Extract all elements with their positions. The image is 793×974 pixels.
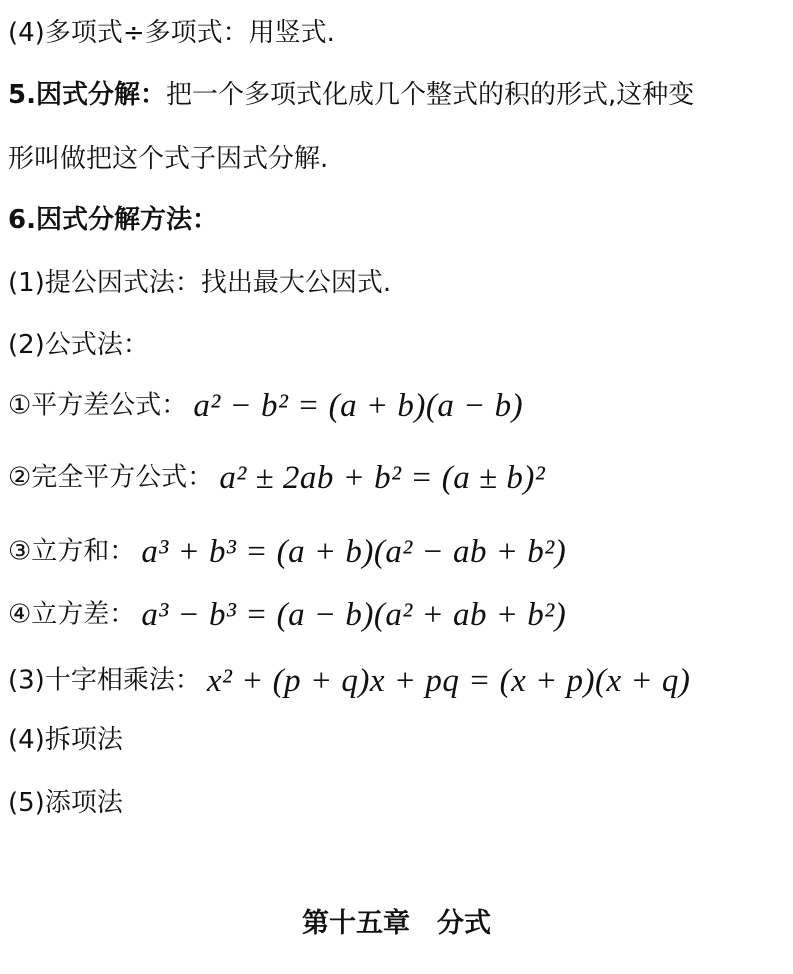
common-factor-method-text: (1)提公因式法：找出最大公因式.: [8, 268, 392, 298]
factorization-heading: 5.因式分解：: [8, 80, 166, 110]
polynomial-division-text: (4)多项式÷多项式：用竖式.: [8, 18, 335, 48]
line-cross-multiplication: [8, 661, 690, 701]
line-formula-method: [8, 328, 149, 362]
line-polynomial-division: [8, 16, 335, 50]
line-factorization-methods-heading: [8, 203, 218, 237]
line-factorization-definition-cont: [8, 142, 328, 176]
sum-of-cubes-formula: a³ + b³ = (a + b)(a² − ab + b²): [141, 534, 567, 570]
difference-of-cubes-label: ④立方差：: [8, 599, 136, 630]
factorization-definition-cont-text: 形叫做把这个式子因式分解.: [8, 144, 329, 174]
factorization-methods-heading: 6.因式分解方法：: [8, 205, 218, 235]
difference-of-cubes-formula: a³ − b³ = (a − b)(a² + ab + b²): [141, 597, 567, 633]
line-add-term-method: [8, 786, 123, 820]
line-factorization-definition: [8, 78, 694, 112]
difference-of-squares-formula: a² − b² = (a + b)(a − b): [193, 388, 524, 424]
line-sum-of-cubes: [8, 532, 566, 572]
line-difference-of-squares: [8, 386, 523, 426]
perfect-square-label: ②完全平方公式：: [8, 462, 214, 493]
cross-multiplication-formula: x² + (p + q)x + pq = (x + p)(x + q): [206, 663, 691, 699]
cross-multiplication-label: (3)十字相乘法：: [8, 665, 201, 696]
line-difference-of-cubes: [8, 595, 566, 635]
difference-of-squares-label: ①平方差公式：: [8, 390, 188, 421]
line-common-factor-method: [8, 266, 391, 300]
add-term-method-text: (5)添项法: [8, 788, 123, 818]
perfect-square-formula: a² ± 2ab + b² = (a ± b)²: [219, 460, 546, 496]
factorization-definition-text: 把一个多项式化成几个整式的积的形式,这种变: [165, 80, 695, 110]
sum-of-cubes-label: ③立方和：: [8, 536, 136, 567]
chapter-title: 第十五章 分式: [302, 908, 491, 939]
line-perfect-square: [8, 458, 545, 498]
split-term-method-text: (4)拆项法: [8, 725, 123, 755]
formula-method-text: (2)公式法：: [8, 330, 149, 360]
line-split-term-method: [8, 723, 123, 757]
